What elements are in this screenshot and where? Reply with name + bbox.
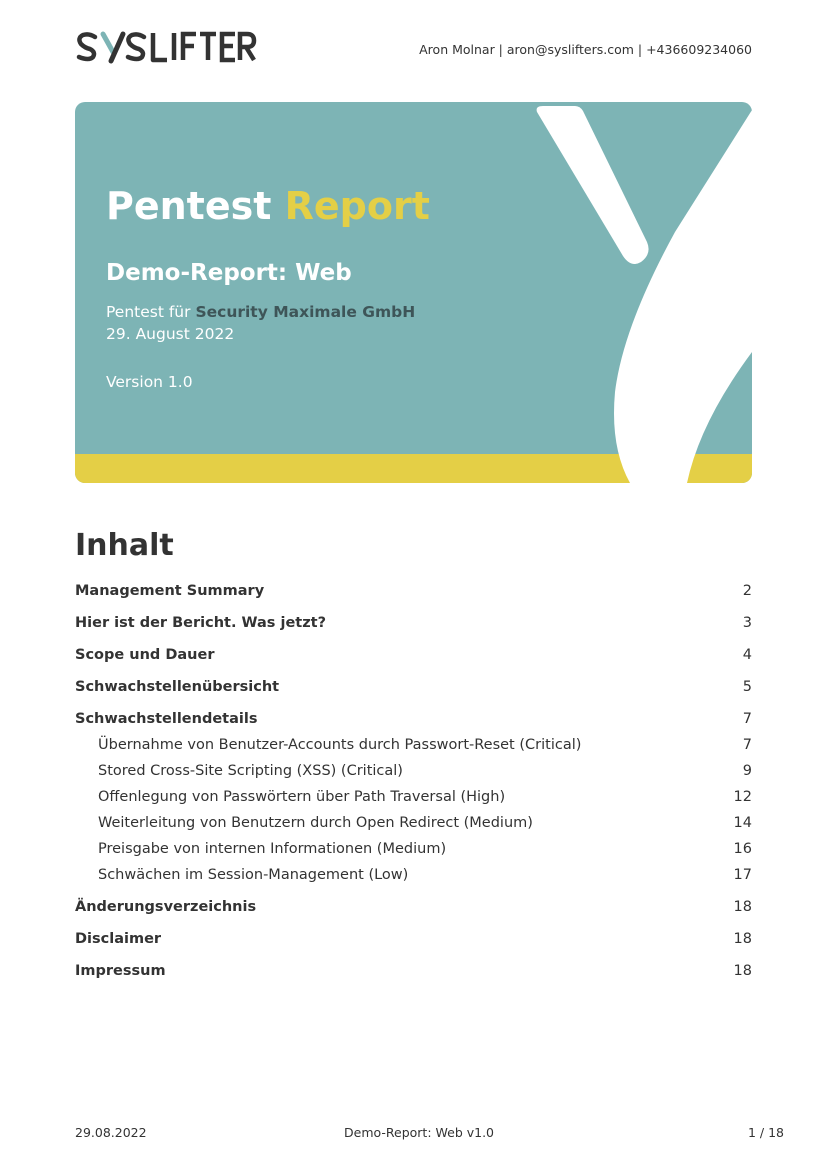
toc-entry-label: Scope und Dauer	[75, 647, 215, 663]
toc-entry-label: Disclaimer	[75, 931, 162, 947]
toc-entry-label: Übernahme von Benutzer-Accounts durch Passwort-Reset (Critical)	[98, 737, 582, 753]
toc-entry-page: 3	[742, 615, 752, 631]
report-subtitle: Demo-Report: Web	[106, 260, 352, 286]
toc-subentry[interactable]	[75, 734, 752, 756]
toc-subentry[interactable]	[75, 760, 752, 782]
client-name: Security Maximale GmbH	[195, 303, 416, 321]
toc-subentry[interactable]	[75, 786, 752, 808]
client-prefix: Pentest für	[106, 303, 191, 321]
toc-entry-page: 2	[742, 583, 752, 599]
title-part-1: Pentest	[106, 184, 272, 228]
toc-subentry[interactable]	[75, 838, 752, 860]
syslifters-logo	[75, 28, 260, 68]
header-contact: Aron Molnar | aron@syslifters.com | +436609234060	[419, 42, 752, 57]
footer-page-number: 1 / 18	[747, 1125, 784, 1140]
toc-entry-label: Preisgabe von internen Informationen (Medium)	[98, 841, 447, 857]
toc-entry-page: 18	[733, 931, 752, 947]
title-part-2: Report	[284, 184, 430, 228]
toc-entry[interactable]	[75, 612, 752, 634]
toc-entry[interactable]	[75, 896, 752, 918]
report-date: 29. August 2022	[106, 325, 235, 343]
toc-entry-page: 16	[733, 841, 752, 857]
toc-entry-label: Änderungsverzeichnis	[75, 899, 257, 915]
toc-entry-page: 18	[733, 963, 752, 979]
report-version: Version 1.0	[106, 373, 193, 391]
toc-entry-label: Impressum	[75, 963, 166, 979]
toc-entry-page: 5	[742, 679, 752, 695]
toc-entry[interactable]	[75, 708, 752, 730]
banner-decoration	[75, 102, 752, 483]
client-line	[106, 303, 415, 321]
table-of-contents	[75, 580, 752, 982]
footer-date: 29.08.2022	[75, 1125, 147, 1140]
toc-entry-page: 14	[733, 815, 752, 831]
toc-entry-label: Weiterleitung von Benutzern durch Open Redirect (Medium)	[98, 815, 533, 831]
toc-subentry[interactable]	[75, 812, 752, 834]
toc-entry-page: 4	[742, 647, 752, 663]
cover-banner	[75, 102, 752, 483]
report-title	[106, 184, 430, 228]
toc-entry-page: 17	[733, 867, 752, 883]
toc-subentry[interactable]	[75, 864, 752, 886]
toc-entry[interactable]	[75, 644, 752, 666]
toc-entry-page: 9	[742, 763, 752, 779]
toc-entry-label: Hier ist der Bericht. Was jetzt?	[75, 615, 327, 631]
toc-entry-page: 7	[742, 711, 752, 727]
toc-entry-label: Offenlegung von Passwörtern über Path Traversal (High)	[98, 789, 506, 805]
toc-entry-label: Management Summary	[75, 583, 265, 599]
toc-entry[interactable]	[75, 580, 752, 602]
toc-entry[interactable]	[75, 960, 752, 982]
toc-heading: Inhalt	[75, 528, 174, 563]
footer-document-name: Demo-Report: Web v1.0	[344, 1125, 495, 1140]
toc-entry[interactable]	[75, 676, 752, 698]
toc-entry-page: 7	[742, 737, 752, 753]
toc-entry-label: Schwächen im Session-Management (Low)	[98, 867, 409, 883]
toc-entry-page: 12	[733, 789, 752, 805]
toc-entry[interactable]	[75, 928, 752, 950]
toc-entry-page: 18	[733, 899, 752, 915]
toc-entry-label: Schwachstellenübersicht	[75, 679, 280, 695]
toc-entry-label: Schwachstellendetails	[75, 711, 258, 727]
toc-entry-label: Stored Cross-Site Scripting (XSS) (Critical)	[98, 763, 403, 779]
